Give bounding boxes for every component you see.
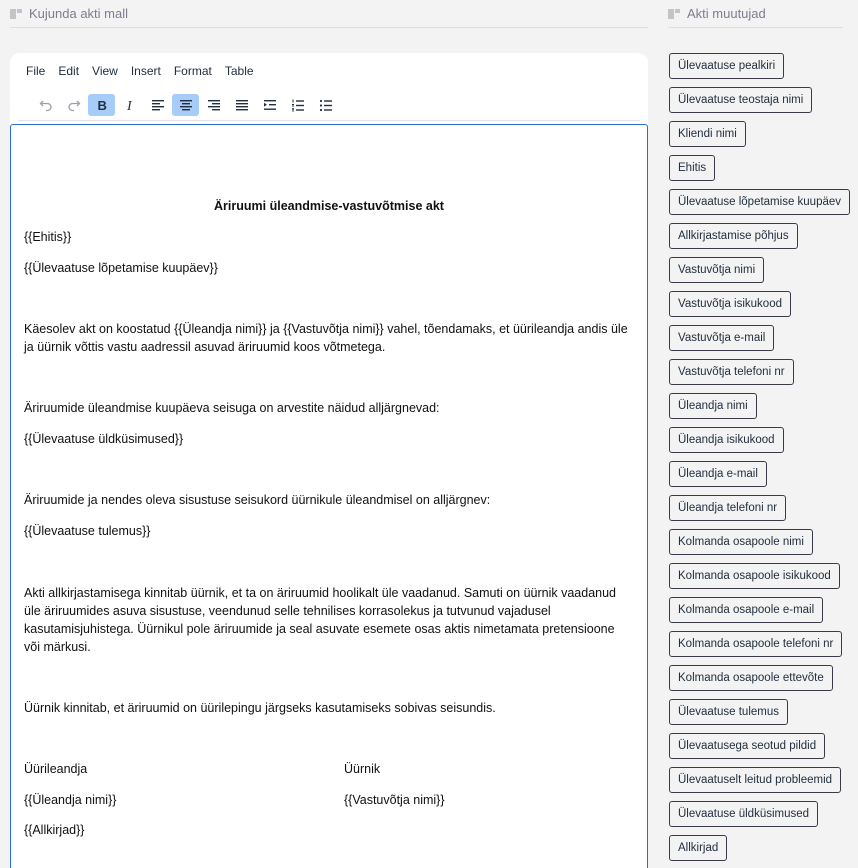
- variable-button[interactable]: Kliendi nimi: [669, 121, 746, 147]
- align-right-button[interactable]: [200, 94, 227, 116]
- svg-text:B: B: [97, 97, 107, 113]
- variable-button[interactable]: Ehitis: [669, 155, 715, 181]
- variable-button[interactable]: Üleandja telefoni nr: [669, 495, 786, 521]
- align-center-button[interactable]: [172, 94, 199, 116]
- tenant-label: Üürnik: [344, 762, 381, 776]
- confirmation-paragraph: Akti allkirjastamisega kinnitab üürnik, et ta on äriruumid hoolikalt üle vaadanud. Samuti on üürnik vaadanud üle äriruumides asuva sisustuse, veendunud selle tehnilises korrasolekus ja tutvunud vajadusel kasutamisjuhistega. Üürnikul pole äriruumide ja seal asuvate esemete osas aktis nimetamata pretensioone või märkusi.: [24, 586, 617, 654]
- template-designer-header: [10, 0, 648, 28]
- template-variables-panel: [668, 0, 858, 868]
- italic-button[interactable]: [116, 94, 143, 116]
- variable-button[interactable]: Ülevaatuse teostaja nimi: [669, 87, 812, 113]
- variable-button[interactable]: Vastuvõtja nimi: [669, 257, 764, 283]
- menu-table[interactable]: Table: [224, 64, 254, 78]
- menu-file[interactable]: File: [26, 64, 46, 78]
- variable-button[interactable]: Kolmanda osapoole nimi: [669, 529, 813, 555]
- bullet-list-button[interactable]: [312, 94, 339, 116]
- suitability-paragraph: Üürnik kinnitab, et äriruumid on üürilepingu järgseks kasutamiseks sobivas seisundis.: [24, 701, 496, 715]
- redo-icon: [66, 97, 82, 113]
- redo-button[interactable]: [60, 94, 87, 116]
- outdent-icon: [262, 97, 278, 113]
- align-justify-button[interactable]: [228, 94, 255, 116]
- placeholder-landlord-name: {{Üleandja nimi}}: [24, 793, 117, 807]
- menu-view[interactable]: View: [92, 64, 118, 78]
- numbered-list-icon: [290, 97, 306, 113]
- editor-content-area[interactable]: [10, 124, 648, 868]
- align-center-icon: [178, 97, 194, 113]
- variable-button[interactable]: Kolmanda osapoole isikukood: [669, 563, 840, 589]
- variable-button[interactable]: Kolmanda osapoole telefoni nr: [669, 631, 842, 657]
- drag-handle-icon[interactable]: [10, 9, 22, 19]
- variable-button[interactable]: Üleandja e-mail: [669, 461, 767, 487]
- template-designer-panel: [10, 0, 648, 868]
- placeholder-ehitis: {{Ehitis}}: [24, 230, 72, 244]
- variable-button[interactable]: Vastuvõtja isikukood: [669, 291, 791, 317]
- variable-button[interactable]: Ülevaatuse pealkiri: [669, 53, 784, 79]
- panel-title: Akti muutujad: [687, 6, 766, 21]
- placeholder-general-questions: {{Ülevaatuse üldküsimused}}: [24, 432, 184, 446]
- menu-insert[interactable]: Insert: [130, 64, 161, 78]
- placeholder-inspection-result: {{Ülevaatuse tulemus}}: [24, 524, 151, 538]
- meters-intro-paragraph: Äriruumide üleandmise kuupäeva seisuga on arvestite näidud alljärgnevad:: [24, 401, 440, 415]
- variable-button[interactable]: Üleandja nimi: [669, 393, 757, 419]
- italic-icon: [122, 97, 138, 113]
- variable-button[interactable]: Ülevaatuse üldküsimused: [669, 801, 818, 827]
- bullet-list-icon: [318, 97, 334, 113]
- variable-button[interactable]: Kolmanda osapoole e-mail: [669, 597, 823, 623]
- menu-edit[interactable]: Edit: [58, 64, 80, 78]
- placeholder-tenant-name: {{Vastuvõtja nimi}}: [344, 793, 445, 807]
- intro-paragraph: Käesolev akt on koostatud {{Üleandja nimi}} ja {{Vastuvõtja nimi}} vahel, tõendamaks, et üürileandja andis üle ja üürnik võttis vastu aadressil asuvad äriruumid koos võtmetega.: [24, 322, 628, 354]
- rich-text-editor: [10, 53, 648, 868]
- editor-menubar: [10, 53, 648, 89]
- variable-button[interactable]: Ülevaatusega seotud pildid: [669, 733, 825, 759]
- placeholder-end-date: {{Ülevaatuse lõpetamise kuupäev}}: [24, 261, 218, 275]
- bold-button[interactable]: [88, 94, 115, 116]
- variable-button[interactable]: Üleandja isikukood: [669, 427, 784, 453]
- placeholder-signatures: {{Allkirjad}}: [24, 823, 85, 837]
- align-justify-icon: [234, 97, 250, 113]
- outdent-button[interactable]: [256, 94, 283, 116]
- template-variables-header: [668, 0, 843, 28]
- undo-button[interactable]: [32, 94, 59, 116]
- variable-button[interactable]: Allkirjastamise põhjus: [669, 223, 798, 249]
- drag-handle-icon[interactable]: [668, 9, 680, 19]
- variable-button[interactable]: Ülevaatuse lõpetamise kuupäev: [669, 189, 850, 215]
- align-left-icon: [150, 97, 166, 113]
- variable-button[interactable]: Vastuvõtja e-mail: [669, 325, 774, 351]
- svg-text:I: I: [126, 98, 132, 113]
- undo-icon: [38, 97, 54, 113]
- menu-format[interactable]: Format: [173, 64, 212, 78]
- align-left-button[interactable]: [144, 94, 171, 116]
- variable-button[interactable]: Kolmanda osapoole ettevõte: [669, 665, 833, 691]
- variable-button[interactable]: Allkirjad: [669, 835, 727, 861]
- variable-button[interactable]: Vastuvõtja telefoni nr: [669, 359, 794, 385]
- variable-button[interactable]: Ülevaatuse tulemus: [669, 699, 788, 725]
- variable-button[interactable]: Ülevaatuselt leitud probleemid: [669, 767, 841, 793]
- landlord-label: Üürileandja: [24, 762, 88, 776]
- panel-title: Kujunda akti mall: [29, 6, 128, 21]
- editor-toolbar: [18, 89, 640, 121]
- document-title: Äriruumi üleandmise-vastuvõtmise akt: [214, 199, 444, 213]
- state-intro-paragraph: Äriruumide ja nendes oleva sisustuse seisukord üürnikule üleandmisel on alljärgnev:: [24, 493, 491, 507]
- align-right-icon: [206, 97, 222, 113]
- numbered-list-button[interactable]: [284, 94, 311, 116]
- bold-icon: [94, 97, 110, 113]
